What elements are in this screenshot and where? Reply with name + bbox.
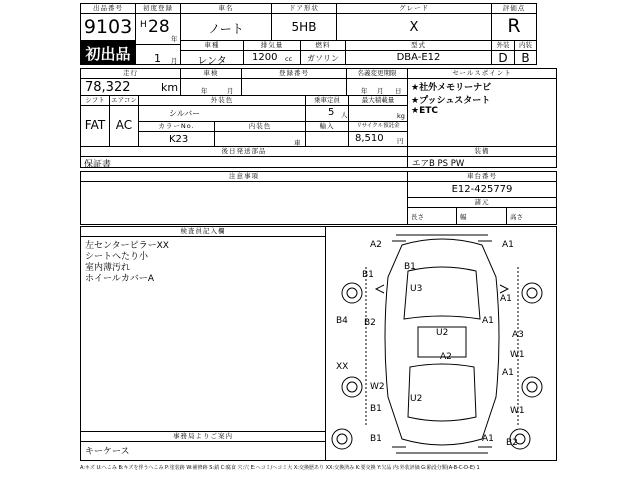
car-diagram — [326, 227, 558, 462]
damage-code: W1 — [510, 350, 525, 360]
inspection-box: 車検 年 月 — [180, 68, 242, 96]
lot-number-label: 出品番号 — [81, 4, 135, 14]
door-box: ドア形状 5HB — [271, 3, 337, 41]
exterior-color-box: 外装色 シルバー — [138, 95, 306, 122]
plate-box: 登録番号 — [241, 68, 347, 96]
max-load-box: 最大積載量 kg — [348, 95, 408, 122]
legend: A:キズ U:へこみ B:キズを伴うへこみ P:塗装跡 W:補修跡 S:錆 C:腐食 穴:穴 E:ヘコミ/ヘコミ大 X:交換歴あり XX:交換済み K:要交換 Y:欠品 内:外装評価 G:陥没分類(A-B-C-D-E) 1 — [80, 465, 480, 471]
damage-code: A3 — [512, 330, 524, 340]
damage-code: A1 — [482, 316, 494, 326]
interior-color-box: 内装色 — [214, 121, 306, 147]
dimensions-box: 諸元 長さ 幅 高さ — [407, 197, 557, 225]
exterior-color: シルバー — [169, 109, 201, 118]
first-registration-label: 初度登録 — [136, 4, 180, 14]
shift-box: シフト FAT — [80, 95, 110, 147]
damage-diagram-box — [325, 226, 557, 461]
first-registration-month: 1 — [154, 52, 161, 65]
score-box: 評価点 R — [491, 3, 537, 41]
inspector-note: シートへたり小 — [85, 252, 149, 262]
inspector-note: ホイールカバーA — [85, 274, 154, 284]
recycle-fee: 8,510 — [355, 133, 384, 144]
inspector-notes-box: 検査員記入欄 左センターピラーXX シートへたり小 室内薄汚れ ホイールカバーA — [80, 226, 326, 432]
seats-box: 乗車定員 5 人 — [305, 95, 349, 122]
damage-code: B1 — [362, 270, 374, 280]
damage-code: U3 — [410, 284, 423, 294]
damage-code: B2 — [364, 318, 376, 328]
accessories-box: 後日発送部品 保証書 — [80, 146, 408, 168]
ac-box: エアコン AC — [109, 95, 139, 147]
damage-code: B1 — [370, 434, 382, 444]
damage-code: A1 — [502, 368, 514, 378]
color-code-box: カラーNo. K23 — [138, 121, 215, 147]
vehicle-type-box: 車種 レンタ — [180, 40, 244, 65]
score: R — [507, 15, 521, 37]
exterior-grade-box: 外装 D — [491, 40, 515, 65]
mileage: 78,322 — [85, 80, 131, 95]
damage-code: B2 — [506, 438, 518, 448]
recycle-box: リサイクル預託金 8,510 円 — [348, 121, 408, 147]
inspector-note: 左センターピラーXX — [85, 241, 169, 251]
displacement-box: 排気量 1200 cc — [243, 40, 301, 65]
damage-code: B1 — [370, 404, 382, 414]
damage-code: W1 — [510, 406, 525, 416]
damage-code: A2 — [440, 352, 452, 362]
door-type: 5HB — [291, 20, 317, 34]
damage-code: A1 — [482, 434, 494, 444]
import-box: 輸入 車 — [305, 121, 349, 147]
damage-code: A2 — [370, 240, 382, 250]
interior-grade-box: 内装 B — [514, 40, 537, 65]
title-deadline-box: 名義変更期限 年 月 日 — [346, 68, 408, 96]
model-box: 車名 ノート — [180, 3, 272, 41]
shift: FAT — [84, 118, 106, 132]
lot-number: 9103 — [83, 16, 133, 38]
inspector-note: 室内薄汚れ — [85, 263, 131, 273]
notes-box: 注意事項 — [80, 171, 408, 225]
grade-box: グレード X — [336, 3, 492, 41]
fuel-box: 燃料 ガソリン — [300, 40, 346, 65]
damage-code: B1 — [404, 262, 416, 272]
grade: X — [409, 20, 419, 35]
sales-points-box: セールスポイント ★社外メモリーナビ ★プッシュスタート ★ETC — [407, 68, 557, 147]
model-name: ノート — [208, 22, 244, 36]
first-listing-badge: 初出品 — [80, 40, 136, 65]
ac: AC — [115, 118, 133, 132]
sales-point-item: ★ETC — [411, 106, 438, 116]
damage-code: U2 — [436, 328, 449, 338]
equipment-box: 装備 エアB PS PW — [407, 146, 557, 168]
first-registration-box: 初度登録 H 28 年 1 月 — [135, 3, 181, 65]
mileage-box: 走行 78,322 km — [80, 68, 181, 96]
chassis-number: E12-425779 — [451, 184, 513, 195]
damage-code: A1 — [502, 240, 514, 250]
damage-code: W2 — [370, 382, 385, 392]
damage-code: B4 — [336, 316, 348, 326]
damage-code: A1 — [500, 294, 512, 304]
first-registration-year: 28 — [148, 17, 170, 37]
model-code-box: 型式 DBA-E12 — [345, 40, 492, 65]
chassis-box: 車台番号 E12-425779 — [407, 171, 557, 198]
damage-code: U2 — [410, 394, 423, 404]
sales-point-item: ★プッシュスタート — [411, 96, 491, 106]
damage-code: XX — [336, 362, 349, 372]
office-notes-box: 事務局よりご案内 キーケース — [80, 431, 326, 461]
sales-point-item: ★社外メモリーナビ — [411, 83, 492, 93]
